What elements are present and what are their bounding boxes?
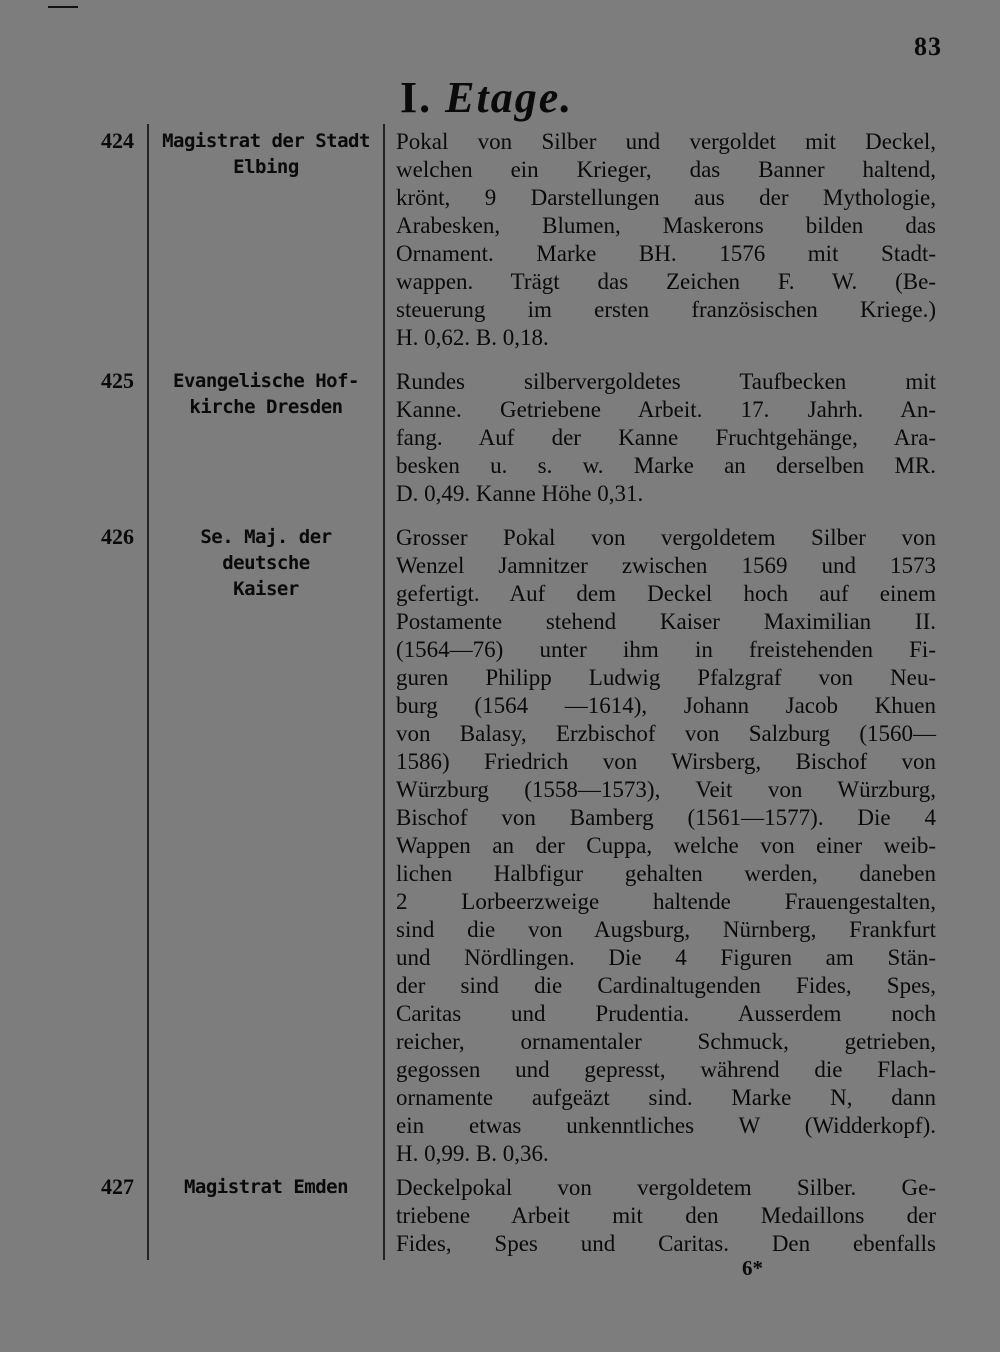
description-line: Grosser Pokal von vergoldetem Silber von: [396, 525, 936, 550]
description-line: besken u. s. w. Marke an derselben MR.: [396, 453, 936, 478]
lender-line: Elbing: [233, 156, 299, 178]
description-line: D. 0,49. Kanne Höhe 0,31.: [396, 481, 644, 506]
entry-number: 427: [101, 1174, 134, 1199]
description-line: der sind die Cardinaltugenden Fides, Spes,: [396, 973, 936, 998]
page-number: 83: [914, 32, 942, 61]
description-line: welchen ein Krieger, das Banner haltend,: [396, 157, 936, 182]
description-line: Arabesken, Blumen, Maskerons bilden das: [396, 213, 936, 238]
description-line: Rundes silbervergoldetes Taufbecken mit: [396, 369, 936, 394]
description-line: Bischof von Bamberg (1561—1577). Die 4: [396, 805, 936, 830]
description-line: H. 0,99. B. 0,36.: [396, 1141, 549, 1166]
heading-roman: I.: [400, 73, 433, 122]
description-line: Pokal von Silber und vergoldet mit Deckel,: [396, 129, 936, 154]
description-line: Kanne. Getriebene Arbeit. 17. Jahrh. An-: [396, 397, 936, 422]
description-line: (1564—76) unter ihm in freistehenden Fi-: [396, 637, 936, 662]
column-rule-right: [383, 124, 385, 1260]
description-line: Fides, Spes und Caritas. Den ebenfalls: [396, 1231, 936, 1256]
lender-line: Magistrat Emden: [183, 1176, 349, 1198]
description-line: Wenzel Jamnitzer zwischen 1569 und 1573: [396, 553, 936, 578]
lender-line: Se. Maj. der deutsche: [200, 526, 332, 574]
description-line: gegossen und gepresst, während die Flach-: [396, 1057, 936, 1082]
page-heading: [400, 72, 573, 123]
description-line: reicher, ornamentaler Schmuck, getrieben,: [396, 1029, 936, 1054]
entry-description: [396, 368, 936, 508]
entry-description: [396, 524, 936, 1168]
entry-lender: [152, 128, 380, 180]
lender-line: Kaiser: [233, 578, 299, 600]
entry-lender: [152, 524, 380, 602]
top-rule: [48, 6, 78, 8]
entry-description: [396, 128, 936, 352]
description-line: sind die von Augsburg, Nürnberg, Frankfurt: [396, 917, 936, 942]
description-line: und Nördlingen. Die 4 Figuren am Stän-: [396, 945, 936, 970]
entry-description: [396, 1174, 936, 1258]
lender-line: kirche Dresden: [189, 396, 343, 418]
description-line: Würzburg (1558—1573), Veit von Würzburg,: [396, 777, 936, 802]
entry-number: 426: [101, 524, 134, 549]
heading-title: Etage.: [445, 73, 574, 122]
description-line: Deckelpokal von vergoldetem Silber. Ge-: [396, 1175, 936, 1200]
description-line: lichen Halbfigur gehalten werden, daneben: [396, 861, 936, 886]
description-line: fang. Auf der Kanne Fruchtgehänge, Ara-: [396, 425, 936, 450]
description-line: guren Philipp Ludwig Pfalzgraf von Neu-: [396, 665, 936, 690]
entry-lender: [152, 368, 380, 420]
description-line: 1586) Friedrich von Wirsberg, Bischof von: [396, 749, 936, 774]
description-line: Ornament. Marke BH. 1576 mit Stadt-: [396, 241, 936, 266]
description-line: Postamente stehend Kaiser Maximilian II.: [396, 609, 936, 634]
description-line: gefertigt. Auf dem Deckel hoch auf einem: [396, 581, 936, 606]
signature-mark: 6*: [742, 1256, 763, 1280]
entry-lender: [152, 1174, 380, 1200]
description-line: wappen. Trägt das Zeichen F. W. (Be-: [396, 269, 936, 294]
description-line: Caritas und Prudentia. Ausserdem noch: [396, 1001, 936, 1026]
entry-number: 425: [101, 368, 134, 393]
description-line: steuerung im ersten französischen Kriege.): [396, 297, 936, 322]
description-line: krönt, 9 Darstellungen aus der Mythologie,: [396, 185, 936, 210]
description-line: burg (1564 —1614), Johann Jacob Khuen: [396, 693, 936, 718]
description-line: 2 Lorbeerzweige haltende Frauengestalten,: [396, 889, 936, 914]
description-line: H. 0,62. B. 0,18.: [396, 325, 549, 350]
description-line: Wappen an der Cuppa, welche von einer weib-: [396, 833, 936, 858]
description-line: von Balasy, Erzbischof von Salzburg (1560—: [396, 721, 936, 746]
lender-line: Magistrat der Stadt: [162, 130, 370, 152]
description-line: ein etwas unkenntliches W (Widderkopf).: [396, 1113, 936, 1138]
description-line: ornamente aufgeäzt sind. Marke N, dann: [396, 1085, 936, 1110]
description-line: triebene Arbeit mit den Medaillons der: [396, 1203, 936, 1228]
entry-number: 424: [101, 128, 134, 153]
column-rule-left: [147, 124, 149, 1260]
lender-line: Evangelische Hof-: [173, 370, 359, 392]
